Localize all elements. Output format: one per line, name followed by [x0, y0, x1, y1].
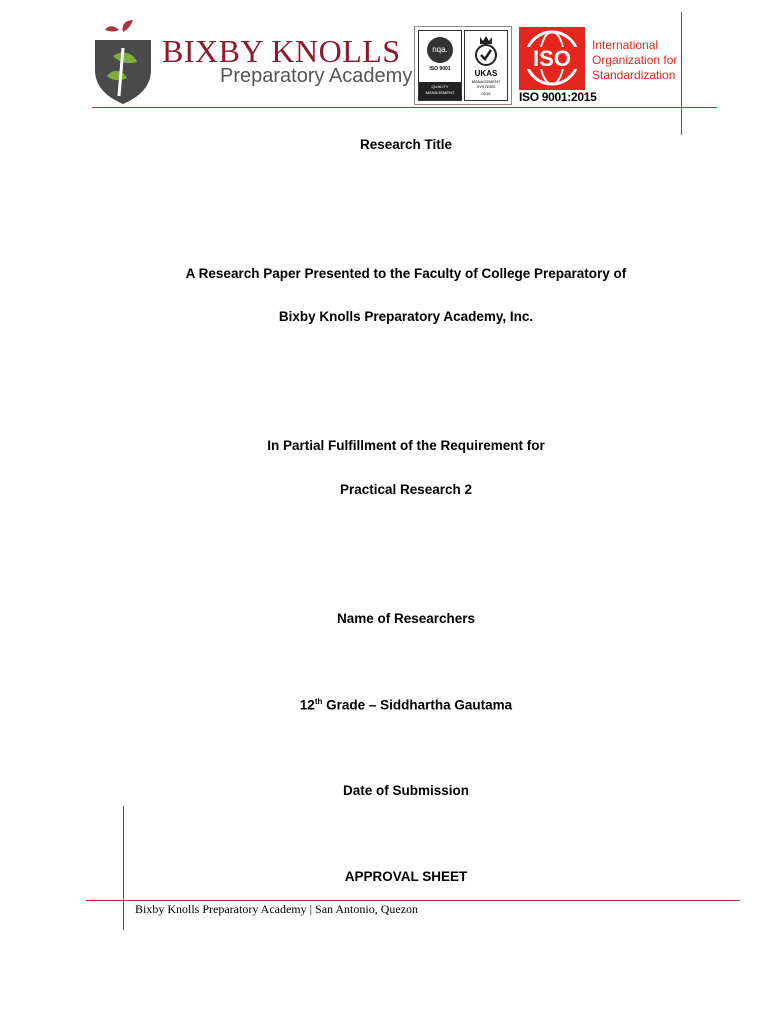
header-rule	[92, 107, 717, 108]
iso-logo	[519, 27, 585, 90]
institution-name: Bixby Knolls Preparatory Academy, Inc.	[278, 309, 534, 324]
footer-rule	[86, 900, 740, 901]
shield-apple-logo-icon	[93, 18, 153, 104]
approval-sheet-heading: APPROVAL SHEET	[344, 869, 468, 884]
footer-vertical-rule	[123, 806, 124, 930]
certification-badges	[414, 26, 512, 105]
fulfillment-line: In Partial Fulfillment of the Requirement for	[267, 438, 545, 453]
subject-name: Practical Research 2	[339, 482, 473, 497]
research-title: Research Title	[359, 137, 453, 152]
iso-logo-text: ISO	[533, 46, 571, 71]
nqa-quality-label: QUALITY MANAGEMENT	[419, 82, 461, 100]
iso-globe-icon	[519, 27, 585, 90]
grade-number: 12	[299, 697, 315, 713]
nqa-logo: nqa.	[427, 37, 453, 63]
grade-section-line	[0, 697, 768, 713]
crown-check-icon	[474, 35, 498, 67]
date-of-submission: Date of Submission	[342, 783, 469, 798]
presented-line: A Research Paper Presented to the Faculty of College Preparatory of	[185, 266, 627, 281]
school-name: BIXBY KNOLLS	[162, 33, 401, 69]
ukas-sub-label: MANAGEMENT SYSTEMS	[471, 79, 501, 89]
footer-address: Bixby Knolls Preparatory Academy | San Antonio, Quezon	[135, 902, 419, 916]
nqa-iso-label: ISO 9001	[429, 66, 451, 72]
ukas-badge	[464, 30, 508, 101]
nqa-badge	[418, 30, 462, 101]
school-subtitle: Preparatory Academy	[220, 65, 413, 87]
ukas-number: 0015	[481, 91, 491, 96]
ukas-label: UKAS	[474, 69, 498, 78]
grade-suffix: th	[314, 697, 323, 706]
grade-section: Grade – Siddhartha Gautama	[322, 697, 513, 713]
researchers-line: Name of Researchers	[336, 611, 476, 626]
iso-organization-name: International Organization for Standardization	[592, 38, 678, 82]
iso-standard-label: ISO 9001:2015	[519, 90, 597, 104]
